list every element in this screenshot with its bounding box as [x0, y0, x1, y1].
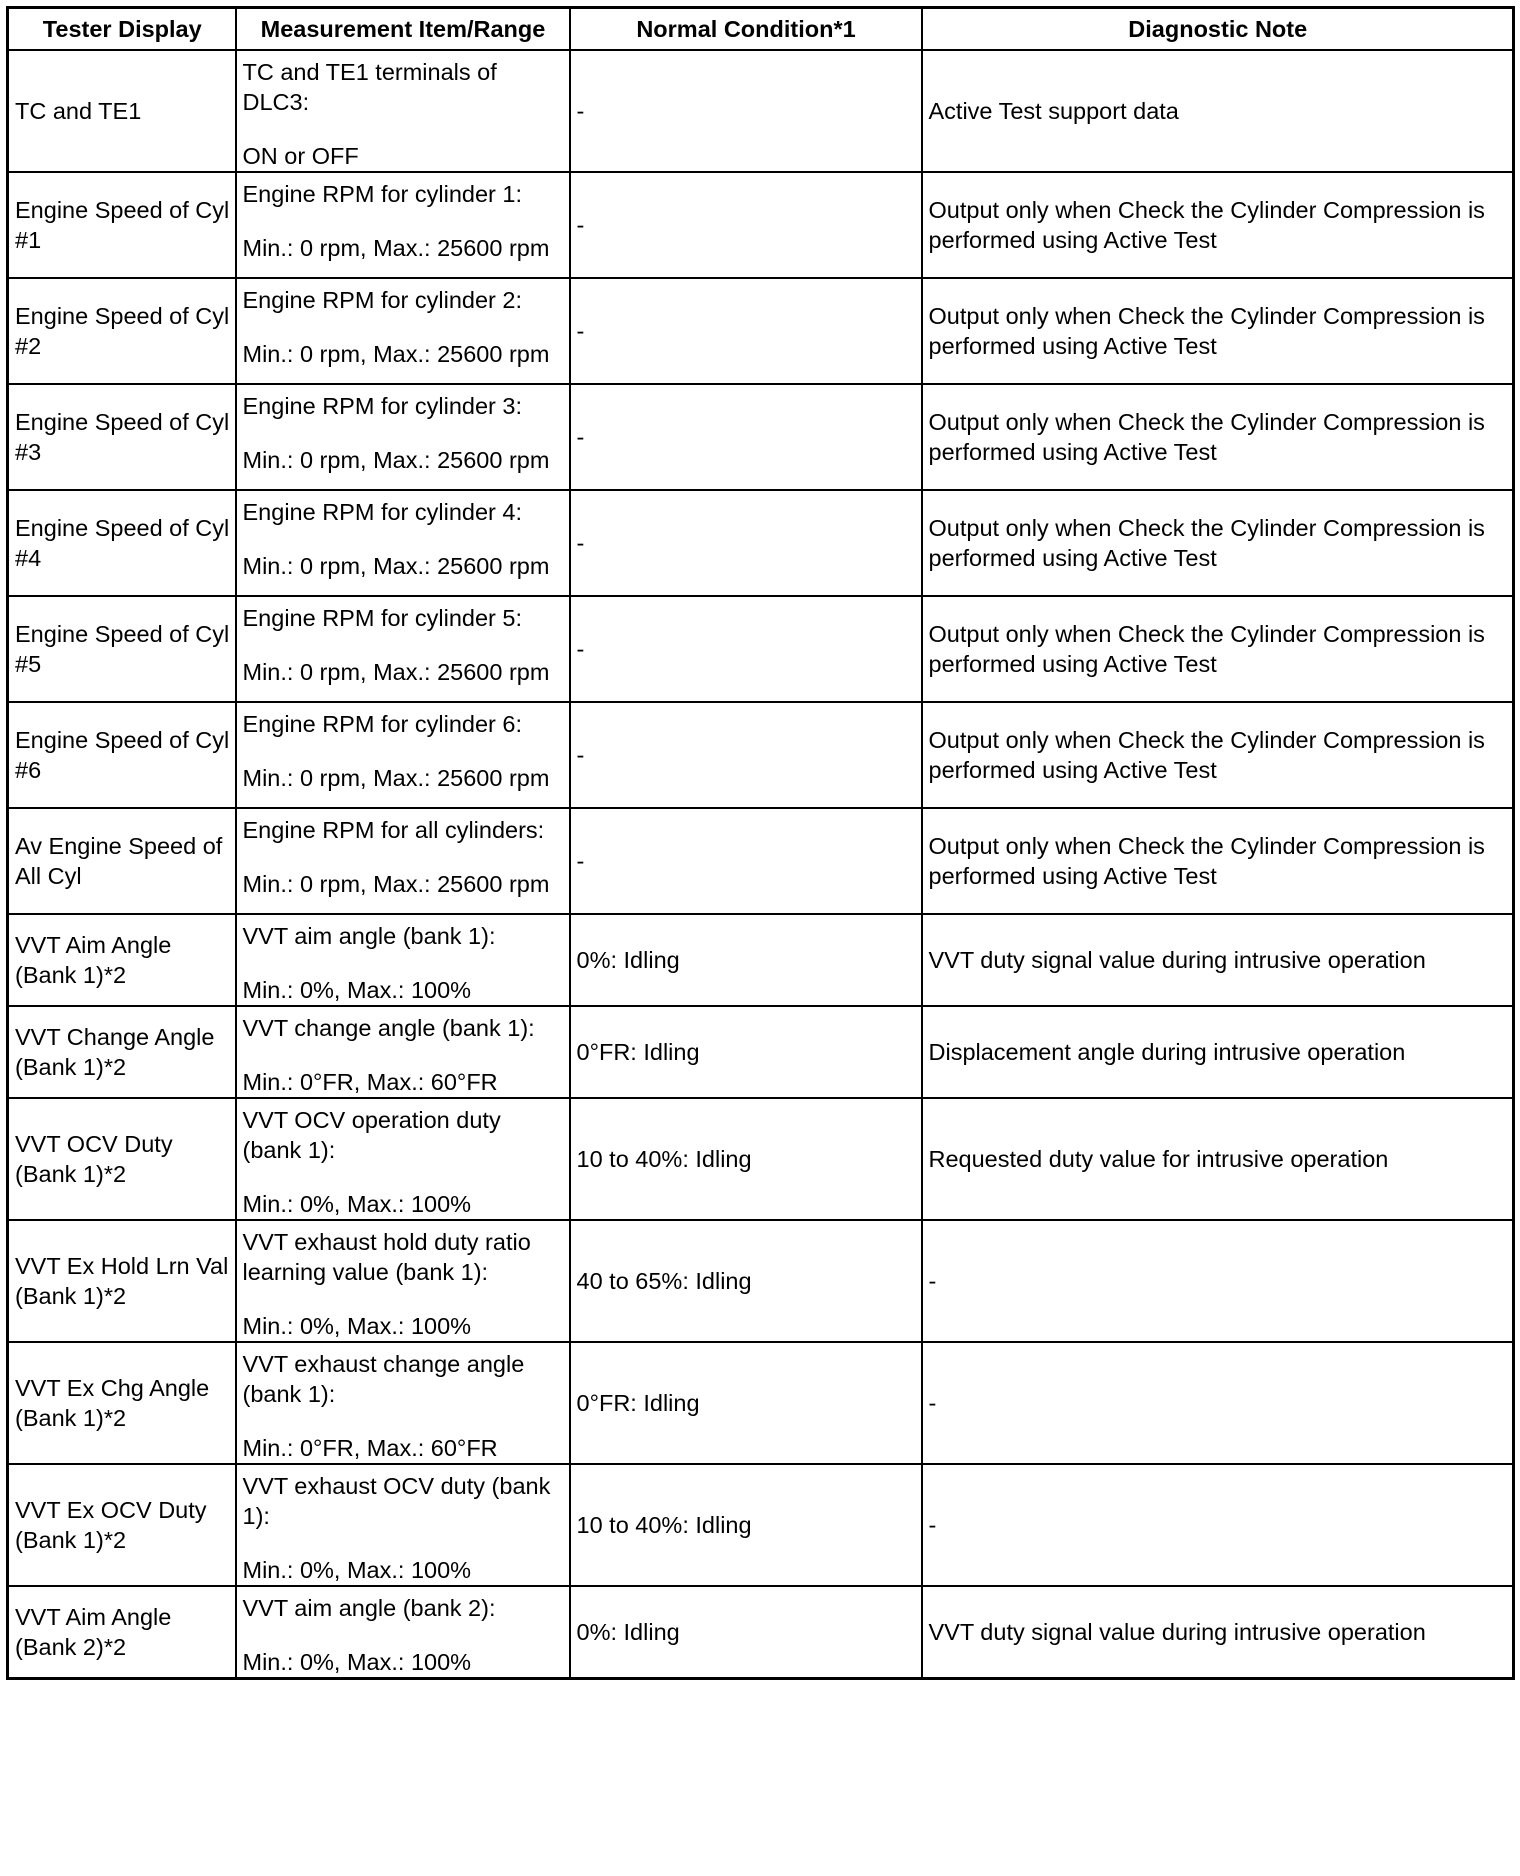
table-row [8, 1464, 1514, 1586]
tester-display-cell: Engine Speed of Cyl #1 [8, 172, 236, 278]
normal-condition-cell: - [570, 808, 922, 914]
table-row [8, 702, 1514, 808]
tester-display-cell: VVT OCV Duty (Bank 1)*2 [8, 1098, 236, 1220]
measurement-item: VVT exhaust hold duty ratio learning value (bank 1): [242, 1229, 538, 1285]
measurement-range: Min.: 0%, Max.: 100% [242, 1313, 472, 1339]
table-row [8, 1586, 1514, 1679]
measurement-item: VVT OCV operation duty (bank 1): [242, 1107, 508, 1163]
table-row [8, 1342, 1514, 1464]
measurement-cell [236, 490, 570, 596]
header-tester-display: Tester Display [8, 8, 236, 51]
header-normal-condition: Normal Condition*1 [570, 8, 922, 51]
measurement-cell [236, 914, 570, 1006]
tester-display-cell: Av Engine Speed of All Cyl [8, 808, 236, 914]
diagnostic-note-cell: VVT duty signal value during intrusive operation [922, 1586, 1514, 1679]
tester-display-cell: VVT Change Angle (Bank 1)*2 [8, 1006, 236, 1098]
normal-condition-cell: 40 to 65%: Idling [570, 1220, 922, 1342]
measurement-item: Engine RPM for cylinder 4: [242, 499, 523, 525]
diagnostic-note-cell: Output only when Check the Cylinder Compression is performed using Active Test [922, 596, 1514, 702]
diagnostic-note-cell: Output only when Check the Cylinder Compression is performed using Active Test [922, 172, 1514, 278]
diagnostic-note-cell: Output only when Check the Cylinder Compression is performed using Active Test [922, 808, 1514, 914]
measurement-cell [236, 702, 570, 808]
measurement-item: VVT aim angle (bank 2): [242, 1595, 496, 1621]
measurement-item: Engine RPM for cylinder 5: [242, 605, 523, 631]
measurement-gap [243, 1531, 564, 1555]
normal-condition-cell: - [570, 702, 922, 808]
measurement-gap [243, 951, 564, 975]
tester-display-cell: Engine Speed of Cyl #3 [8, 384, 236, 490]
measurement-item: Engine RPM for all cylinders: [242, 817, 545, 843]
normal-condition-cell: - [570, 596, 922, 702]
measurement-gap [243, 527, 564, 551]
normal-condition-cell: 10 to 40%: Idling [570, 1464, 922, 1586]
table-row [8, 914, 1514, 1006]
diagnostic-note-cell: - [922, 1464, 1514, 1586]
tester-display-cell: TC and TE1 [8, 50, 236, 172]
diagnostic-note-cell: Displacement angle during intrusive operation [922, 1006, 1514, 1098]
measurement-cell [236, 278, 570, 384]
measurement-item: TC and TE1 terminals of DLC3: [242, 59, 504, 115]
measurement-range: Min.: 0 rpm, Max.: 25600 rpm [242, 659, 550, 685]
measurement-gap [243, 1623, 564, 1647]
measurement-cell [236, 172, 570, 278]
measurement-range: Min.: 0°FR, Max.: 60°FR [242, 1435, 498, 1461]
measurement-cell [236, 1586, 570, 1679]
measurement-range: Min.: 0%, Max.: 100% [242, 1557, 472, 1583]
measurement-gap [243, 845, 564, 869]
diagnostic-note-cell: Output only when Check the Cylinder Compression is performed using Active Test [922, 278, 1514, 384]
diagnostic-note-cell: VVT duty signal value during intrusive operation [922, 914, 1514, 1006]
measurement-item: Engine RPM for cylinder 6: [242, 711, 523, 737]
table-row [8, 172, 1514, 278]
table-row [8, 808, 1514, 914]
table-row [8, 50, 1514, 172]
tester-display-cell: Engine Speed of Cyl #5 [8, 596, 236, 702]
normal-condition-cell: 0%: Idling [570, 1586, 922, 1679]
measurement-gap [243, 1287, 564, 1311]
measurement-cell [236, 1464, 570, 1586]
measurement-gap [243, 315, 564, 339]
table-row [8, 1006, 1514, 1098]
table-row [8, 490, 1514, 596]
diagnostic-note-cell: - [922, 1342, 1514, 1464]
measurement-range: Min.: 0 rpm, Max.: 25600 rpm [242, 553, 550, 579]
measurement-gap [243, 421, 564, 445]
normal-condition-cell: - [570, 384, 922, 490]
measurement-cell [236, 50, 570, 172]
measurement-gap [243, 739, 564, 763]
table-row [8, 384, 1514, 490]
tester-display-cell: VVT Aim Angle (Bank 2)*2 [8, 1586, 236, 1679]
measurement-range: Min.: 0 rpm, Max.: 25600 rpm [242, 447, 550, 473]
header-diagnostic-note: Diagnostic Note [922, 8, 1514, 51]
measurement-gap [243, 117, 564, 141]
measurement-cell [236, 1098, 570, 1220]
table-row [8, 278, 1514, 384]
normal-condition-cell: 0°FR: Idling [570, 1342, 922, 1464]
measurement-gap [243, 633, 564, 657]
diagnostic-note-cell: Output only when Check the Cylinder Compression is performed using Active Test [922, 384, 1514, 490]
table-row [8, 596, 1514, 702]
measurement-cell [236, 1220, 570, 1342]
measurement-cell [236, 808, 570, 914]
measurement-cell [236, 1006, 570, 1098]
tester-display-cell: Engine Speed of Cyl #4 [8, 490, 236, 596]
normal-condition-cell: 0°FR: Idling [570, 1006, 922, 1098]
data-list-table [6, 6, 1515, 1680]
measurement-range: Min.: 0%, Max.: 100% [242, 1649, 472, 1675]
tester-display-cell: VVT Ex OCV Duty (Bank 1)*2 [8, 1464, 236, 1586]
diagnostic-note-cell: - [922, 1220, 1514, 1342]
normal-condition-cell: - [570, 490, 922, 596]
measurement-item: VVT exhaust OCV duty (bank 1): [242, 1473, 557, 1529]
normal-condition-cell: 0%: Idling [570, 914, 922, 1006]
measurement-range: Min.: 0%, Max.: 100% [242, 977, 472, 1003]
measurement-cell [236, 384, 570, 490]
data-list-table-container [6, 6, 1512, 1680]
measurement-range: Min.: 0%, Max.: 100% [242, 1191, 472, 1217]
tester-display-cell: VVT Ex Hold Lrn Val (Bank 1)*2 [8, 1220, 236, 1342]
measurement-gap [243, 1043, 564, 1067]
normal-condition-cell: 10 to 40%: Idling [570, 1098, 922, 1220]
measurement-cell [236, 596, 570, 702]
measurement-gap [243, 1165, 564, 1189]
normal-condition-cell: - [570, 172, 922, 278]
measurement-range: Min.: 0°FR, Max.: 60°FR [242, 1069, 498, 1095]
measurement-item: Engine RPM for cylinder 1: [242, 181, 523, 207]
header-measurement-item: Measurement Item/Range [236, 8, 570, 51]
measurement-gap [243, 209, 564, 233]
measurement-range: ON or OFF [242, 143, 359, 169]
measurement-range: Min.: 0 rpm, Max.: 25600 rpm [242, 871, 550, 897]
table-body [8, 50, 1514, 1679]
diagnostic-note-cell: Active Test support data [922, 50, 1514, 172]
measurement-range: Min.: 0 rpm, Max.: 25600 rpm [242, 235, 550, 261]
measurement-range: Min.: 0 rpm, Max.: 25600 rpm [242, 341, 550, 367]
measurement-item: Engine RPM for cylinder 3: [242, 393, 523, 419]
measurement-item: VVT aim angle (bank 1): [242, 923, 496, 949]
diagnostic-note-cell: Requested duty value for intrusive operation [922, 1098, 1514, 1220]
normal-condition-cell: - [570, 50, 922, 172]
diagnostic-note-cell: Output only when Check the Cylinder Compression is performed using Active Test [922, 490, 1514, 596]
tester-display-cell: VVT Aim Angle (Bank 1)*2 [8, 914, 236, 1006]
tester-display-cell: VVT Ex Chg Angle (Bank 1)*2 [8, 1342, 236, 1464]
tester-display-cell: Engine Speed of Cyl #2 [8, 278, 236, 384]
table-row [8, 1098, 1514, 1220]
measurement-item: Engine RPM for cylinder 2: [242, 287, 523, 313]
normal-condition-cell: - [570, 278, 922, 384]
tester-display-cell: Engine Speed of Cyl #6 [8, 702, 236, 808]
table-header-row [8, 8, 1514, 51]
measurement-cell [236, 1342, 570, 1464]
table-row [8, 1220, 1514, 1342]
measurement-item: VVT change angle (bank 1): [242, 1015, 535, 1041]
diagnostic-note-cell: Output only when Check the Cylinder Compression is performed using Active Test [922, 702, 1514, 808]
measurement-item: VVT exhaust change angle (bank 1): [242, 1351, 531, 1407]
measurement-gap [243, 1409, 564, 1433]
measurement-range: Min.: 0 rpm, Max.: 25600 rpm [242, 765, 550, 791]
